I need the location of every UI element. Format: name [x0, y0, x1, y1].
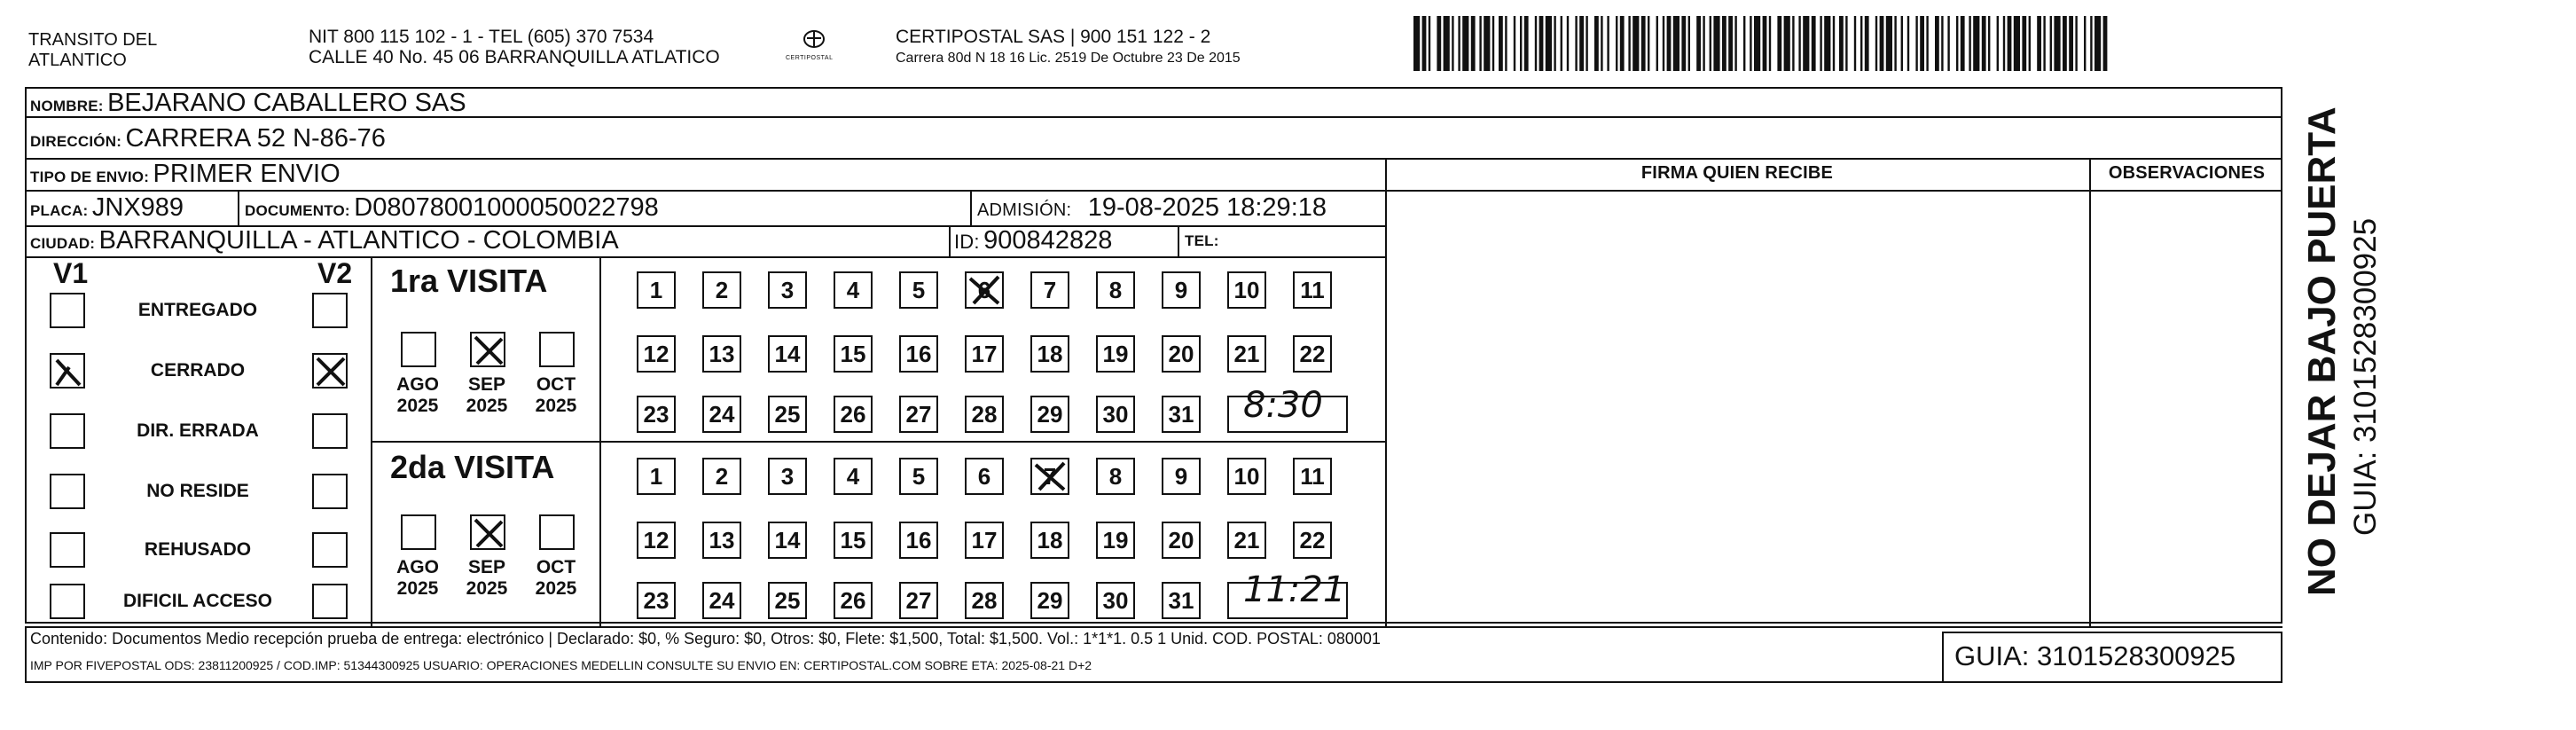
v1-checkbox-2[interactable]	[50, 353, 85, 389]
ciudad-value: BARRANQUILLA - ATLANTICO - COLOMBIA	[98, 226, 619, 255]
visit2-day-5[interactable]: 5	[899, 458, 938, 495]
tel-row	[1185, 232, 1219, 250]
visit2-day-18[interactable]: 18	[1030, 522, 1069, 559]
v1-checkbox-3[interactable]	[50, 413, 85, 449]
id-label: ID:	[954, 231, 980, 253]
visit2-day-3[interactable]: 3	[768, 458, 807, 495]
documento-value: D08078001000050022798	[354, 193, 659, 222]
visit1-day-26[interactable]: 26	[834, 396, 873, 433]
visit1-day-16[interactable]: 16	[899, 335, 938, 373]
visit2-day-27[interactable]: 27	[899, 582, 938, 619]
admision-label: ADMISIÓN:	[977, 200, 1072, 220]
status-option-label: CERRADO	[150, 360, 246, 381]
visit2-day-25[interactable]: 25	[768, 582, 807, 619]
visit1-day-30[interactable]: 30	[1096, 396, 1135, 433]
issuer-line1: TRANSITO DEL	[28, 30, 158, 50]
visit1-day-9[interactable]: 9	[1162, 271, 1201, 309]
ciudad-label: CIUDAD:	[30, 235, 96, 252]
visit2-day-14[interactable]: 14	[768, 522, 807, 559]
visit2-day-7[interactable]: 7	[1030, 458, 1069, 495]
visit1-day-13[interactable]: 13	[702, 335, 741, 373]
visit1-month-label: AGO	[396, 374, 439, 395]
visit2-day-10[interactable]: 10	[1227, 458, 1266, 495]
v2-checkbox-2[interactable]	[312, 353, 348, 389]
visit2-day-26[interactable]: 26	[834, 582, 873, 619]
visit1-day-23[interactable]: 23	[637, 396, 676, 433]
status-option-label: DIFICIL ACCESO	[122, 591, 272, 611]
status-option-label: REHUSADO	[144, 539, 252, 560]
visit2-day-12[interactable]: 12	[637, 522, 676, 559]
id-value: 900842828	[983, 226, 1113, 255]
visit2-day-21[interactable]: 21	[1227, 522, 1266, 559]
footer-contenido: Contenido: Documentos Medio recepción prueba de entrega: electrónico | Declarado: $0, % Seguro: $0, Otros: $0, Flete: $1,500, Total: $1,500. Vol.: 1*1*1. 0.5 1 Unid. COD. POSTAL: 080001	[30, 630, 1381, 648]
issuer-name	[28, 30, 157, 71]
visit2-month-checkbox-oct[interactable]	[539, 514, 575, 550]
visit2-month-checkbox-ago[interactable]	[401, 514, 436, 550]
visit1-day-8[interactable]: 8	[1096, 271, 1135, 309]
visit2-day-19[interactable]: 19	[1096, 522, 1135, 559]
visit1-day-21[interactable]: 21	[1227, 335, 1266, 373]
id-row	[954, 226, 1112, 255]
visit1-day-24[interactable]: 24	[702, 396, 741, 433]
visit1-day-27[interactable]: 27	[899, 396, 938, 433]
issuer-contact	[309, 27, 720, 67]
visit1-day-6[interactable]: 6	[965, 271, 1004, 309]
visit2-month-label: SEP	[467, 557, 506, 577]
visit1-day-2[interactable]: 2	[702, 271, 741, 309]
v1-checkbox-4[interactable]	[50, 474, 85, 509]
status-option-label: NO RESIDE	[146, 481, 249, 501]
v1-checkbox-5[interactable]	[50, 532, 85, 568]
visit2-day-20[interactable]: 20	[1162, 522, 1201, 559]
placa-label: PLACA:	[30, 202, 89, 219]
visit1-handwritten-time: 8:30	[1243, 385, 1323, 426]
visit1-year-label: 2025	[396, 396, 439, 416]
visit2-day-2[interactable]: 2	[702, 458, 741, 495]
nombre-label: NOMBRE:	[30, 98, 104, 114]
nombre-row	[30, 89, 466, 118]
v2-checkbox-6[interactable]	[312, 584, 348, 619]
visit2-day-9[interactable]: 9	[1162, 458, 1201, 495]
visit2-year-label: 2025	[535, 578, 577, 599]
visit1-day-20[interactable]: 20	[1162, 335, 1201, 373]
v1-label: V1	[53, 257, 89, 289]
status-option-label: DIR. ERRADA	[137, 420, 259, 441]
courier-logo-text: CERTIPOSTAL	[786, 55, 834, 61]
tel-label: TEL:	[1185, 232, 1219, 249]
v2-label: V2	[317, 257, 353, 289]
visit2-day-16[interactable]: 16	[899, 522, 938, 559]
visit1-day-11[interactable]: 11	[1293, 271, 1332, 309]
visit1-day-7[interactable]: 7	[1030, 271, 1069, 309]
visit1-day-31[interactable]: 31	[1162, 396, 1201, 433]
visit2-day-13[interactable]: 13	[702, 522, 741, 559]
visit1-day-10[interactable]: 10	[1227, 271, 1266, 309]
barcode	[1412, 12, 2112, 75]
tipo-value: PRIMER ENVIO	[153, 160, 341, 188]
visit1-day-19[interactable]: 19	[1096, 335, 1135, 373]
visit2-day-28[interactable]: 28	[965, 582, 1004, 619]
v1-checkbox-6[interactable]	[50, 584, 85, 619]
visit1-title: 1ra VISITA	[390, 263, 548, 299]
admision-value: 19-08-2025 18:29:18	[1087, 193, 1327, 222]
direccion-label: DIRECCIÓN:	[30, 133, 122, 150]
side-guia: GUIA: 3101528300925	[2348, 217, 2383, 536]
status-option-label: ENTREGADO	[137, 300, 258, 320]
visit1-day-1[interactable]: 1	[637, 271, 676, 309]
direccion-value: CARRERA 52 N-86-76	[125, 124, 386, 153]
visit1-day-17[interactable]: 17	[965, 335, 1004, 373]
visit2-day-11[interactable]: 11	[1293, 458, 1332, 495]
visit1-day-5[interactable]: 5	[899, 271, 938, 309]
v2-checkbox-1[interactable]	[312, 293, 348, 328]
visit2-title: 2da VISITA	[390, 449, 555, 485]
visit1-day-14[interactable]: 14	[768, 335, 807, 373]
issuer-line2: ATLANTICO	[28, 51, 127, 70]
visit1-day-3[interactable]: 3	[768, 271, 807, 309]
visit2-day-24[interactable]: 24	[702, 582, 741, 619]
visit1-day-12[interactable]: 12	[637, 335, 676, 373]
placa-value: JNX989	[91, 193, 184, 222]
visit2-day-6[interactable]: 6	[965, 458, 1004, 495]
visit1-month-checkbox-sep[interactable]	[470, 332, 505, 367]
nombre-value: BEJARANO CABALLERO SAS	[107, 89, 466, 117]
visit1-month-label: OCT	[536, 374, 576, 395]
issuer-nit: NIT 800 115 102 - 1 - TEL (605) 370 7534	[309, 27, 654, 47]
visit2-handwritten-time: 11:21	[1243, 569, 1346, 610]
visit1-year-label: 2025	[535, 396, 577, 416]
visit1-month-checkbox-oct[interactable]	[539, 332, 575, 367]
visit2-day-22[interactable]: 22	[1293, 522, 1332, 559]
courier-info	[896, 27, 1241, 67]
visit1-day-18[interactable]: 18	[1030, 335, 1069, 373]
observaciones-label	[2091, 163, 2282, 184]
visit2-year-label: 2025	[466, 578, 508, 599]
visit1-day-15[interactable]: 15	[834, 335, 873, 373]
tipo-label: TIPO DE ENVIO:	[30, 169, 150, 185]
observaciones-label-text: OBSERVACIONES	[2108, 163, 2266, 183]
ciudad-row	[30, 226, 619, 255]
visit2-month-label: OCT	[536, 557, 576, 577]
issuer-address: CALLE 40 No. 45 06 BARRANQUILLA ATLATICO	[309, 47, 720, 67]
visit2-month-checkbox-sep[interactable]	[470, 514, 505, 550]
visit2-day-15[interactable]: 15	[834, 522, 873, 559]
visit2-month-label: AGO	[396, 557, 439, 577]
visit1-month-label: SEP	[467, 374, 506, 395]
visit2-day-23[interactable]: 23	[637, 582, 676, 619]
visit2-day-31[interactable]: 31	[1162, 582, 1201, 619]
visit2-year-label: 2025	[396, 578, 439, 599]
v1-checkbox-1[interactable]	[50, 293, 85, 328]
visit1-month-checkbox-ago[interactable]	[401, 332, 436, 367]
v2-checkbox-3[interactable]	[312, 413, 348, 449]
visit2-day-17[interactable]: 17	[965, 522, 1004, 559]
visit2-day-8[interactable]: 8	[1096, 458, 1135, 495]
guia-box-text: GUIA: 3101528300925	[1954, 640, 2236, 671]
visit1-day-28[interactable]: 28	[965, 396, 1004, 433]
admision-row	[977, 193, 1327, 223]
placa-row	[30, 193, 184, 223]
firma-label	[1385, 163, 2089, 184]
footer-imp: IMP POR FIVEPOSTAL ODS: 23811200925 / COD.IMP: 51344300925 USUARIO: OPERACIONES MEDELLIN CONSULTE SU ENVIO EN: CERTIPOSTAL.COM SOBRE ETA: 2025-08-21 D+2	[30, 658, 1092, 672]
visit2-day-29[interactable]: 29	[1030, 582, 1069, 619]
visit2-day-1[interactable]: 1	[637, 458, 676, 495]
documento-row	[245, 193, 659, 223]
side-warning: NO DEJAR BAJO PUERTA	[2300, 106, 2344, 596]
visit1-day-4[interactable]: 4	[834, 271, 873, 309]
visit1-day-25[interactable]: 25	[768, 396, 807, 433]
direccion-row	[30, 124, 386, 153]
courier-logo	[787, 25, 841, 69]
courier-license: Carrera 80d N 18 16 Lic. 2519 De Octubre 23 De 2015	[896, 51, 1241, 66]
visit1-year-label: 2025	[466, 396, 508, 416]
firma-label-text: FIRMA QUIEN RECIBE	[1640, 163, 1834, 183]
visit1-day-29[interactable]: 29	[1030, 396, 1069, 433]
v2-checkbox-4[interactable]	[312, 474, 348, 509]
documento-label: DOCUMENTO:	[245, 202, 350, 219]
visit2-day-30[interactable]: 30	[1096, 582, 1135, 619]
courier-name: CERTIPOSTAL SAS | 900 151 122 - 2	[896, 27, 1211, 47]
v2-checkbox-5[interactable]	[312, 532, 348, 568]
visit2-day-4[interactable]: 4	[834, 458, 873, 495]
visit1-day-22[interactable]: 22	[1293, 335, 1332, 373]
tipo-row	[30, 160, 341, 189]
